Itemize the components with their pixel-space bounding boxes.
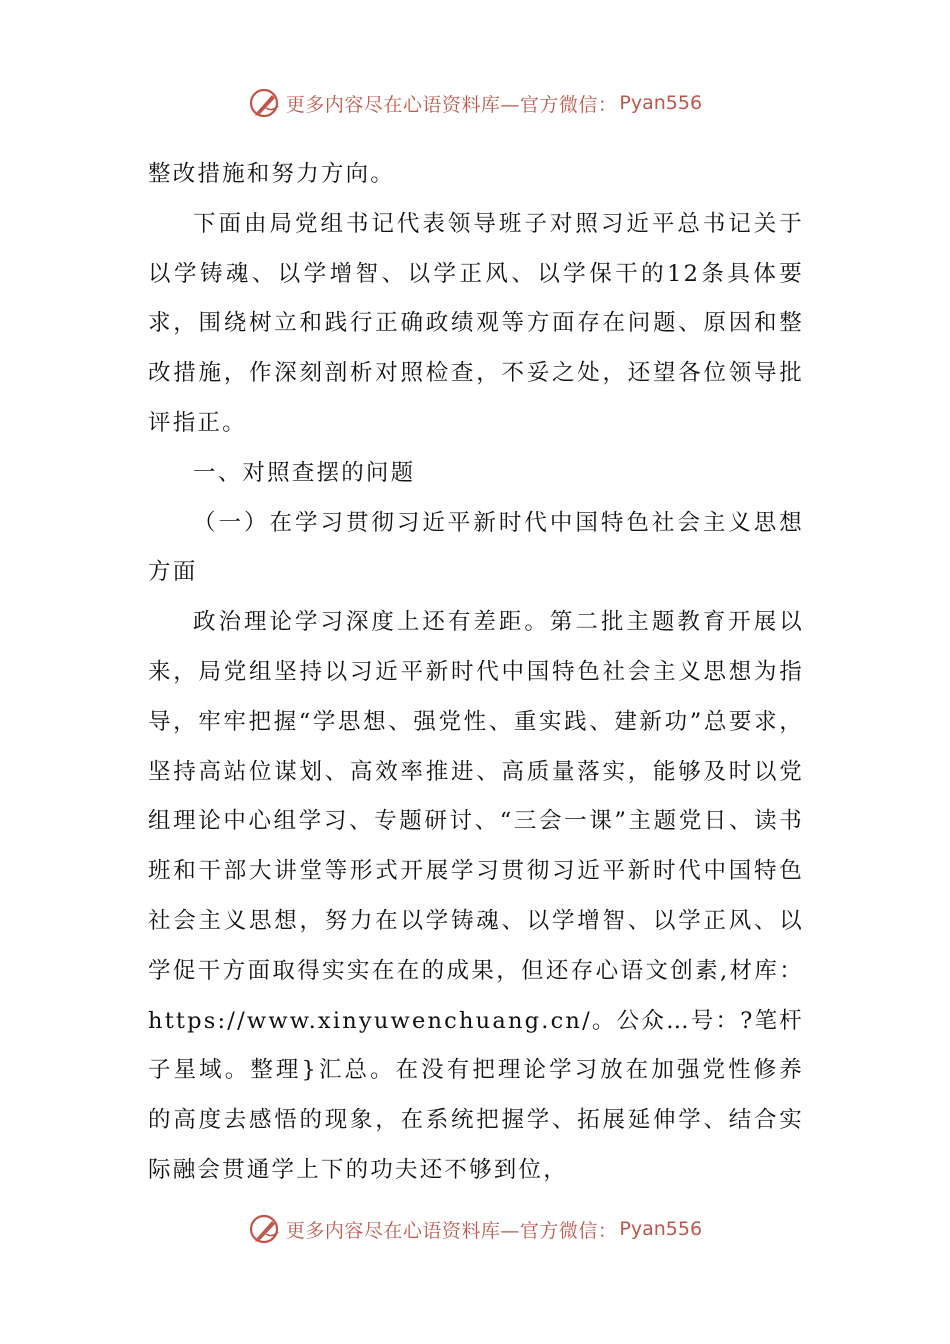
header-text: 更多内容尽在心语资料库—官方微信： xyxy=(285,93,618,116)
paragraph-3: 政治理论学习深度上还有差距。第二批主题教育开展以来，局党组坚持以习近平新时代中国特色社会主义思想为指导，牢牢把握“学思想、强党性、重实践、建新功”总要求，坚持高站位谋划、高效率推进、高质量落实，能够及时以党组理论中心组学习、专题研讨、“三会一课”主题党日、读书班和干部大讲堂等形式开展学习贯彻习近平新时代中国特色社会主义思想，努力在以学铸魂、以学增智、以学正风、以学促干方面取得实实在在的成果，但还存心语文创素,材库：https://www.xinyuwenchuang.cn/。公众…号：?笔杆子星域。整理}汇总。在没有把理论学习放在加强党性修养的高度去感悟的现象，在系统把握学、拓展延伸学、结合实际融会贯通学上下的功夫还不够到位， xyxy=(148,609,804,1183)
pen-logo-icon xyxy=(248,1212,282,1246)
header-banner xyxy=(0,86,950,120)
footer-text: 更多内容尽在心语资料库—官方微信： xyxy=(285,1219,618,1242)
header-wechat-id: Pyan556 xyxy=(619,92,703,114)
paragraph-1: 整改措施和努力方向。 xyxy=(148,161,396,187)
document-body xyxy=(148,150,804,1196)
footer-banner xyxy=(0,1212,950,1246)
subsection-heading: （一）在学习贯彻习近平新时代中国特色社会主义思想方面 xyxy=(148,509,804,586)
pen-logo-icon xyxy=(248,86,282,120)
section-heading: 一、对照查摆的问题 xyxy=(193,459,416,486)
footer-wechat-id: Pyan556 xyxy=(619,1218,703,1240)
paragraph-2: 下面由局党组书记代表领导班子对照习近平总书记关于以学铸魂、以学增智、以学正风、以学保干的12条具体要求，围绕树立和践行正确政绩观等方面存在问题、原因和整改措施，作深刻剖析对照检查，不妥之处，还望各位领导批评指正。 xyxy=(148,210,804,436)
